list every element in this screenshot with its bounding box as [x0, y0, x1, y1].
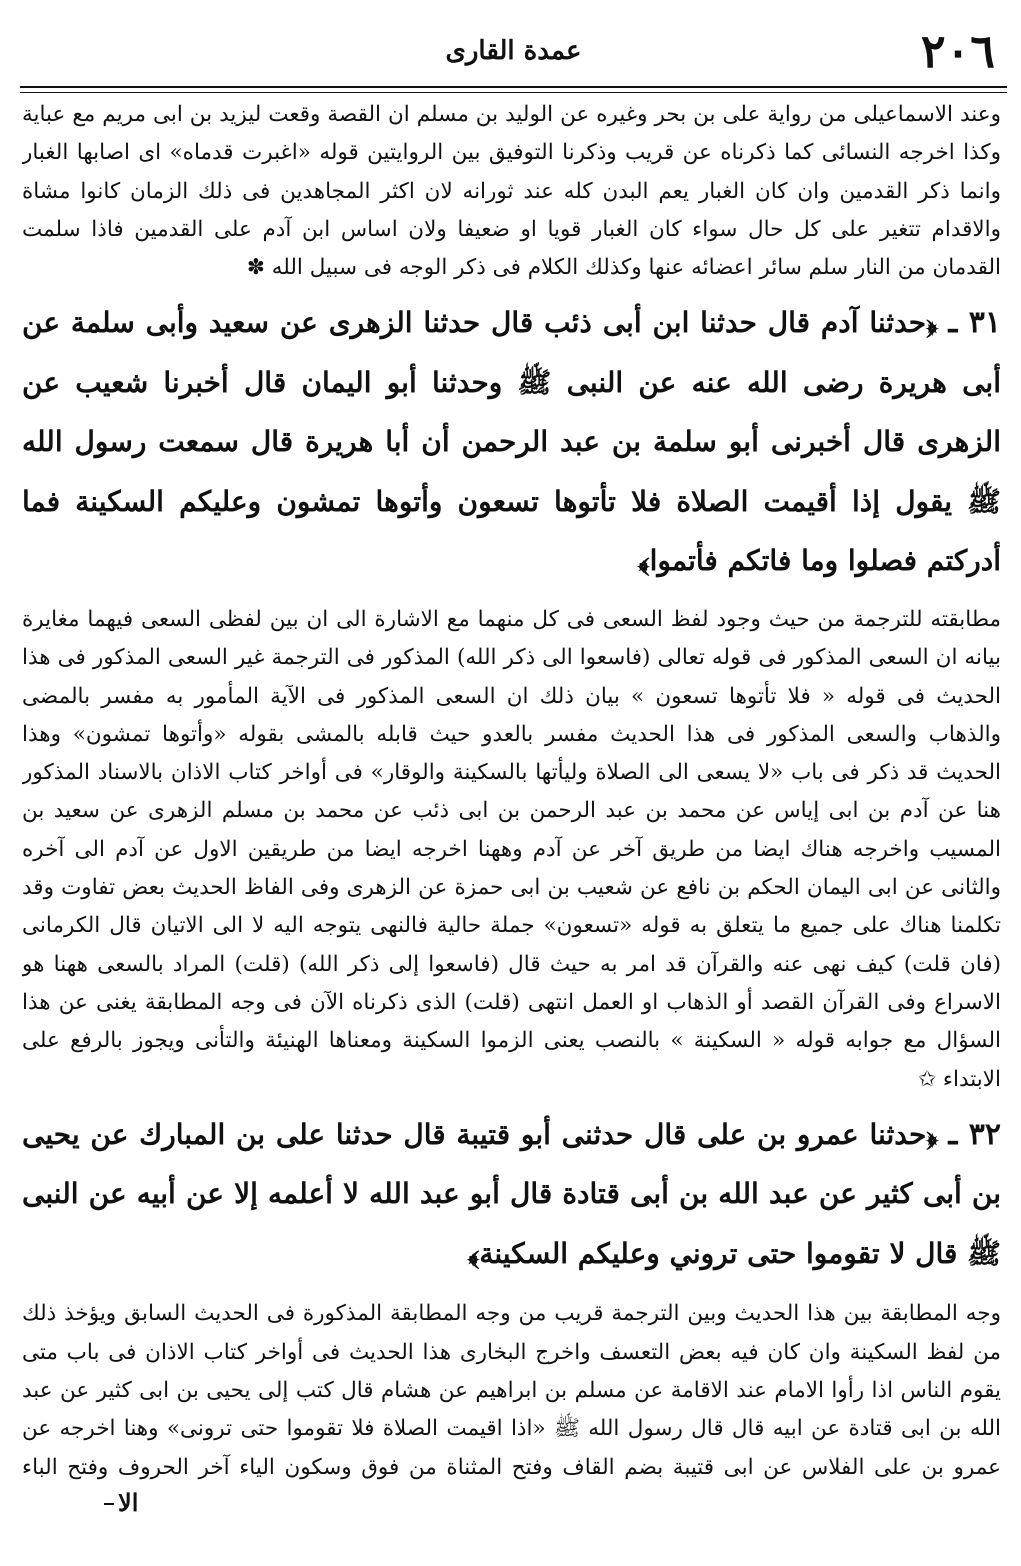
- header-rule: [20, 86, 1007, 88]
- header-rule-thin: [20, 92, 1007, 93]
- page-body: [22, 96, 1001, 1482]
- page-header: [20, 24, 1007, 84]
- hadith-number-31: ٣١ ـ: [948, 305, 1001, 341]
- hadith-number-32: ٣٢ ـ: [948, 1116, 1001, 1152]
- commentary-paragraph-1: وعند الاسماعيلى من رواية على بن بحر وغيره عن الوليد بن مسلم ان القصة وقعت ليزيد بن ابى مريم مع عباية وكذا اخرجه النسائى كما ذكرناه عن قريب وذكرنا التوفيق بين الروايتين قوله «اغبرت قدماه» اى اصابها الغبار وانما ذكر القدمين وان كان الغبار يعم البدن كله عند ثورانه لان اكثر المجاهدين فى ذلك الزمان كانوا مشاة والاقدام تتغير على كل حال سواء كان الغبار قويا او ضعيفا ولان اساس ابن آدم على القدمين فاذا سلمت القدمان من النار سلم سائر اعضائه عنها وكذلك الكلام فى ذكر الوجه فى سبيل الله ✽: [22, 102, 1001, 281]
- footer-dash: [104, 1503, 114, 1505]
- hadith-32: [22, 1105, 1001, 1284]
- commentary-paragraph-2: مطابقته للترجمة من حيث وجود لفظ السعى فى كل منهما مع الاشارة الى ان بين لفظى السعى فيهما مغايرة بيانه ان السعى المذكور فى قوله تعالى (فاسعوا الى ذكر الله) المذكور فى الترجمة غير السعى المذكور فى هذا الحديث فى قوله « فلا تأتوها تسعون » بيان ذلك ان السعى المذكور فى الآية المأمور به مفسر بالمضى والذهاب والسعى المذكور فى هذا الحديث مفسر بالعدو حيث قابله بالمشى بقوله «وأتوها تمشون» وهذا الحديث قد ذكر فى باب «لا يسعى الى الصلاة وليأتها بالسكينة والوقار» فى أواخر كتاب الاذان بالاسناد المذكور هنا عن آدم بن ابى إياس عن محمد بن عبد الرحمن بن ابى ذئب عن محمد بن مسلم الزهرى عن سعيد بن المسيب واخرجه هناك ايضا من طريق آخر عن آدم وههنا اخرجه ايضا من طريقين الاول عن آدم الى آخره والثانى عن ابى اليمان الحكم بن نافع عن شعيب بن ابى حمزة عن الزهرى وفى الفاظ الحديث بعض تفاوت وقد تكلمنا هناك على جميع ما يتعلق به قوله «تسعون» جملة حالية فالنهى يتوجه اليه لا الى الاتيان قال الكرمانى (فان قلت) كيف نهى عنه والقرآن قد امر به حيث قال (فاسعوا إلى ذكر الله) (قلت) المراد بالسعى ههنا هو الاسراع وفى القرآن القصد أو الذهاب او العمل انتهى (قلت) الذى ذكرناه الآن فى وجه المطابقة يغنى عن هذا السؤال مع جوابه قوله « السكينة » بالنصب يعنى الزموا السكينة ومعناها الهنيئة والتأنى ويجوز بالرفع على الابتداء ✩: [22, 606, 1001, 1092]
- footer-signature: الا: [118, 1488, 139, 1517]
- commentary-paragraph-3: وجه المطابقة بين هذا الحديث وبين الترجمة قريب من وجه المطابقة المذكورة فى الحديث السابق ويؤخذ ذلك من لفظ السكينة وان كان فيه بعض التعسف واخرج البخارى هذا الحديث فى أواخر كتاب الاذان فى باب متى يقوم الناس اذا رأوا الامام عند الاقامة عن مسلم بن ابراهيم عن هشام قال كتب إلى يحيى بن ابى كثير عن عبد الله بن ابى قتادة عن ابيه قال قال رسول الله ﷺ «اذا اقيمت الصلاة فلا تقوموا حتى ترونى» وهنا اخرجه عن عمرو بن على الفلاس عن ابى قتيبة بضم القاف وفتح المثناة من فوق وسكون الياء آخر الحروف وفتح الباء: [22, 1301, 1001, 1480]
- page-number: ٢٠٦: [920, 24, 995, 78]
- running-title: عمدة القاری: [445, 36, 582, 66]
- hadith-31: [22, 293, 1001, 591]
- hadith-31-text: ﴿حدثنا آدم قال حدثنا ابن أبى ذئب قال حدثنا الزهرى عن سعيد وأبى سلمة عن أبى هريرة رضى الله عنه عن النبى ﷺ وحدثنا أبو اليمان قال أخبرنا شعيب عن الزهرى قال أخبرنى أبو سلمة بن عبد الرحمن أن أبا هريرة قال سمعت رسول الله ﷺ يقول إذا أقيمت الصلاة فلا تأتوها تسعون وأتوها تمشون وعليكم السكينة فما أدركتم فصلوا وما فاتكم فأتموا﴾: [22, 306, 1001, 578]
- hadith-32-text: ﴿حدثنا عمرو بن على قال حدثنى أبو قتيبة قال حدثنا على بن المبارك عن يحيى بن أبى كثير عن عبد الله بن أبى قتادة قال أبو عبد الله لا أعلمه إلا عن أبيه عن النبى ﷺ قال لا تقوموا حتى تروني وعليكم السكينة﴾: [22, 1117, 1001, 1270]
